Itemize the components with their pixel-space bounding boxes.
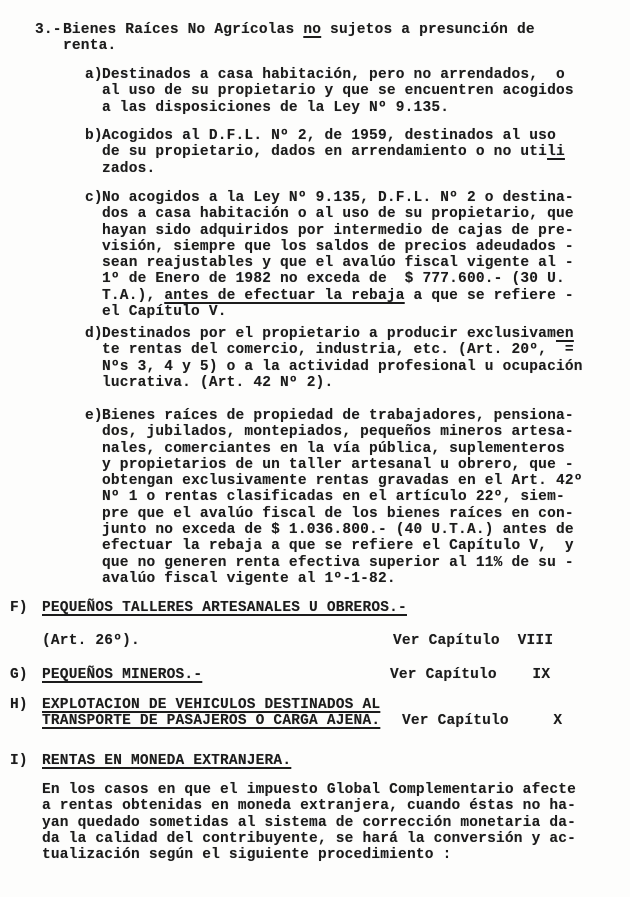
text-line <box>102 441 583 457</box>
underlined-text: en <box>555 326 574 342</box>
text-line <box>102 489 583 505</box>
text-segment: a rentas obtenidas en moneda extranjera, cuando éstas no ha- <box>42 798 577 815</box>
section-f-marker: F) <box>10 600 28 616</box>
underlined-text: no <box>303 22 322 38</box>
text-segment: sujetos a presunción de <box>321 22 535 38</box>
subitem-e-block <box>85 408 583 587</box>
text-segment: yan quedado sometidas al sistema de corrección monetaria da- <box>42 814 577 831</box>
section-h-marker: H) <box>10 697 28 713</box>
text-line <box>102 506 583 522</box>
section-i-marker: I) <box>10 753 28 769</box>
section-f-title <box>42 600 407 616</box>
text-line <box>102 83 574 99</box>
section-g-marker: G) <box>10 667 28 683</box>
text-segment: avalúo fiscal vigente al 1º-1-82. <box>102 570 396 587</box>
subitem-e-lines <box>102 408 583 587</box>
text-segment: Nºs 3, 4 y 5) o a la actividad profesional u ocupación <box>102 358 583 375</box>
text-segment: Acogidos al D.F.L. Nº 2, de 1959, destinados al uso <box>102 128 556 144</box>
text-segment: nales, comerciantes en la vía pública, suplementeros <box>102 440 565 457</box>
item-3-block <box>35 22 535 55</box>
subitem-d-block <box>85 326 583 391</box>
text-line <box>42 697 380 713</box>
subitem-b-marker: b) <box>85 128 103 144</box>
section-i-heading <box>10 753 292 769</box>
text-segment: junto no exceda de $ 1.036.800.- (40 U.T.A.) antes de <box>102 522 574 539</box>
text-line <box>42 667 202 683</box>
text-line <box>102 326 583 342</box>
subitem-b-block <box>85 128 565 177</box>
item-3-lines <box>63 22 535 55</box>
text-segment: zados. <box>102 160 156 177</box>
subitem-a-lines <box>102 67 574 116</box>
text-segment: que no generen renta efectiva superior al 11% de su - <box>102 554 574 571</box>
text-line <box>63 38 535 54</box>
subitem-a-block <box>85 67 574 116</box>
text-line <box>102 271 574 287</box>
text-segment: al uso de su propietario y que se encuentren acogidos <box>102 83 574 100</box>
text-line <box>63 22 535 38</box>
text-segment: sean reajustables y que el avalúo fiscal vigente al - <box>102 255 574 272</box>
text-line <box>102 239 574 255</box>
subitem-c-marker: c) <box>85 190 103 206</box>
section-h-heading <box>10 697 381 730</box>
subitem-e-marker: e) <box>85 408 103 424</box>
text-line <box>102 473 583 489</box>
text-line <box>102 375 583 391</box>
text-line <box>102 190 574 206</box>
subitem-d-marker: d) <box>85 326 103 342</box>
text-segment: No acogidos a la Ley Nº 9.135, D.F.L. Nº 2 o destina- <box>102 190 574 206</box>
text-line <box>42 782 576 798</box>
section-g-chapter-ref: Ver Capítulo IX <box>390 667 551 683</box>
text-line <box>102 538 583 554</box>
section-h-chapter-ref: Ver Capítulo X <box>402 713 563 729</box>
section-g-heading <box>10 667 203 683</box>
text-line <box>102 223 574 239</box>
text-segment: renta. <box>63 38 117 55</box>
section-h-title <box>42 697 380 730</box>
text-line <box>42 815 576 831</box>
text-segment: visión, siempre que los saldos de precios adeudados - <box>102 238 574 255</box>
text-segment: dos a casa habitación o al uso de su propietario, que <box>102 206 574 223</box>
text-line <box>42 600 407 616</box>
text-segment: Destinados a casa habitación, pero no arrendados, o <box>102 67 565 83</box>
text-line <box>102 144 565 160</box>
text-line <box>102 100 574 116</box>
text-segment: de su propietario, dados en arrendamiento o no uti <box>102 144 548 161</box>
text-segment: efectuar la rebaja a que se refiere el Capítulo V, y <box>102 538 574 555</box>
text-segment: pre que el avalúo fiscal de los bienes raíces en con- <box>102 505 574 522</box>
underlined-text: PEQUEÑOS TALLERES ARTESANALES U OBREROS.- <box>42 600 407 616</box>
text-segment: dos, jubilados, montepiados, pequeños mineros artesa- <box>102 424 574 441</box>
subitem-c-block <box>85 190 574 321</box>
text-line <box>102 571 583 587</box>
text-segment: 1º de Enero de 1982 no exceda de $ 777.600.- (30 U. <box>102 271 565 288</box>
closing-paragraph-lines <box>42 782 576 863</box>
text-segment: a que se refiere - <box>404 287 574 304</box>
text-line <box>102 342 583 358</box>
text-segment: a las disposiciones de la Ley Nº 9.135. <box>102 99 450 116</box>
text-segment: Bienes Raíces No Agrícolas <box>63 22 304 38</box>
text-segment: Bienes raíces de propiedad de trabajadores, pensiona- <box>102 408 574 424</box>
subitem-b-lines <box>102 128 565 177</box>
text-line <box>42 798 576 814</box>
subitem-a-marker: a) <box>85 67 103 83</box>
section-g-title <box>42 667 202 683</box>
text-line <box>102 67 574 83</box>
underlined-text: TRANSPORTE DE PASAJEROS O CARGA AJENA. <box>42 713 381 730</box>
text-line <box>102 255 574 271</box>
text-segment: hayan sido adquiridos por intermedio de cajas de pre- <box>102 222 574 239</box>
text-segment: Destinados por el propietario a producir exclusivam <box>102 326 556 342</box>
text-line <box>102 555 583 571</box>
section-f-heading <box>10 600 407 616</box>
text-segment: da la calidad del contribuyente, se hará la conversión y ac- <box>42 830 577 847</box>
item-3-marker: 3.- <box>35 22 62 38</box>
text-segment: En los casos en que el impuesto Global Complementario afecte <box>42 782 577 798</box>
text-line <box>102 288 574 304</box>
underlined-text: antes de efectuar la rebaja <box>164 287 405 304</box>
text-segment: y propietarios de un taller artesanal u obrero, que - <box>102 456 574 473</box>
text-line <box>102 522 583 538</box>
underlined-text: EXPLOTACION DE VEHICULOS DESTINADOS AL <box>42 697 381 713</box>
closing-paragraph <box>42 782 576 863</box>
section-i-title <box>42 753 291 769</box>
section-f-note-text: (Art. 26º). <box>42 633 140 649</box>
underlined-text: RENTAS EN MONEDA EXTRANJERA. <box>42 753 292 769</box>
text-line <box>102 161 565 177</box>
subitem-d-lines <box>102 326 583 391</box>
text-segment: el Capítulo V. <box>102 304 227 321</box>
text-line <box>102 128 565 144</box>
text-segment: tualización según el siguiente procedimiento : <box>42 847 452 864</box>
text-segment: T.A.), <box>102 287 165 304</box>
text-line <box>102 424 583 440</box>
text-segment: Nº 1 o rentas clasificadas en el artículo 22º, siem- <box>102 489 565 506</box>
text-line <box>42 713 380 729</box>
text-line <box>42 753 291 769</box>
text-line <box>102 359 583 375</box>
text-segment: te rentas del comercio, industria, etc. (Art. 20º, = <box>102 342 574 359</box>
text-line <box>102 408 583 424</box>
text-line <box>102 457 583 473</box>
text-line <box>102 304 574 320</box>
text-segment: lucrativa. (Art. 42 Nº 2). <box>102 374 334 391</box>
section-f-note <box>42 633 140 649</box>
underlined-text: PEQUEÑOS MINEROS.- <box>42 667 203 683</box>
underlined-text: li <box>547 144 565 161</box>
subitem-c-lines <box>102 190 574 320</box>
text-line <box>42 831 576 847</box>
text-line <box>102 206 574 222</box>
section-f-chapter-ref: Ver Capítulo VIII <box>393 633 554 649</box>
text-line <box>42 847 576 863</box>
text-segment: obtengan exclusivamente rentas gravadas en el Art. 42º <box>102 473 583 490</box>
